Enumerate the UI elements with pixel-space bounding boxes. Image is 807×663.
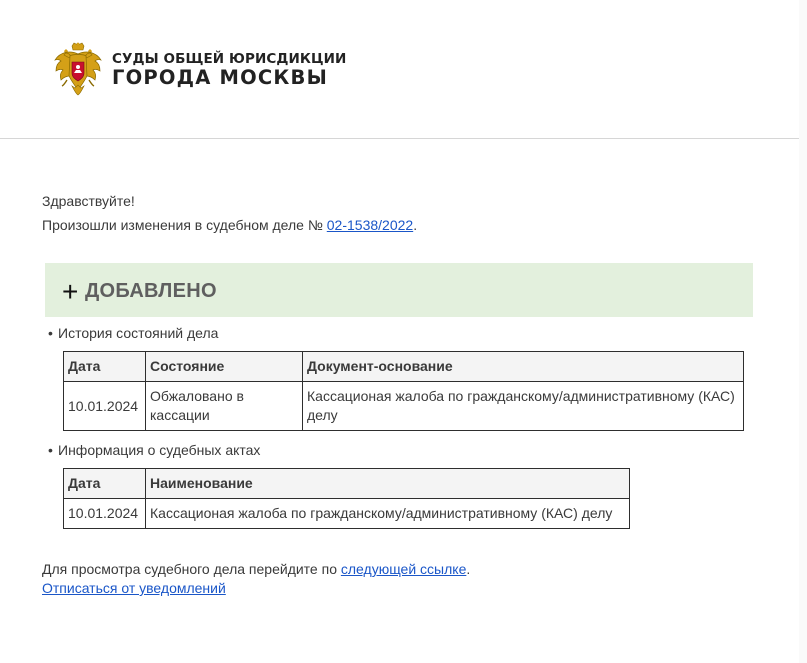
view-case-link[interactable]: следующей ссылке [340, 561, 467, 577]
column-header: Дата [64, 469, 146, 499]
greeting: Здравствуйте! [42, 193, 135, 209]
view-case-suffix: . [466, 561, 471, 577]
added-title: ДОБАВЛЕНО [85, 280, 217, 302]
table-row [64, 499, 630, 529]
email-header [0, 0, 799, 139]
history-table [63, 351, 744, 431]
unsubscribe-container [42, 580, 226, 597]
table-row [64, 382, 744, 431]
table-header-row [64, 352, 744, 382]
intro-suffix: . [413, 217, 418, 233]
table-cell-document: Кассационая жалоба по гражданскому/административному (КАС) делу [303, 382, 744, 431]
bullet-icon: • [48, 442, 53, 458]
plus-icon: + [62, 276, 79, 307]
history-section-label [48, 325, 218, 342]
case-number-link[interactable]: 02-1538/2022 [326, 217, 414, 233]
coat-of-arms-icon [52, 42, 104, 96]
column-header: Наименование [146, 469, 630, 499]
intro-text [42, 217, 417, 234]
table-cell-state: Обжаловано в кассации [146, 382, 303, 431]
table-header-row [64, 469, 630, 499]
view-case-prefix: Для просмотра судебного дела перейдите по [42, 561, 341, 577]
table-cell-date: 10.01.2024 [64, 499, 146, 529]
unsubscribe-link[interactable]: Отписаться от уведомлений [42, 580, 226, 596]
table-cell-name: Кассационая жалоба по гражданскому/административному (КАС) делу [146, 499, 630, 529]
column-header: Состояние [146, 352, 303, 382]
table-cell-date: 10.01.2024 [64, 382, 146, 431]
acts-label: Информация о судебных актах [58, 442, 261, 458]
intro-prefix: Произошли изменения в судебном деле № [42, 217, 327, 233]
acts-section-label [48, 442, 260, 459]
bullet-icon: • [48, 325, 53, 341]
court-name [112, 51, 346, 89]
history-label: История состояний дела [58, 325, 219, 341]
column-header: Документ-основание [303, 352, 744, 382]
view-case-text [42, 561, 470, 578]
window-edge [799, 0, 807, 663]
column-header: Дата [64, 352, 146, 382]
court-name-line2: ГОРОДА МОСКВЫ [112, 66, 329, 89]
added-banner [45, 263, 753, 317]
court-name-line1: СУДЫ ОБЩЕЙ ЮРИСДИКЦИИ [112, 51, 347, 67]
acts-table [63, 468, 630, 529]
